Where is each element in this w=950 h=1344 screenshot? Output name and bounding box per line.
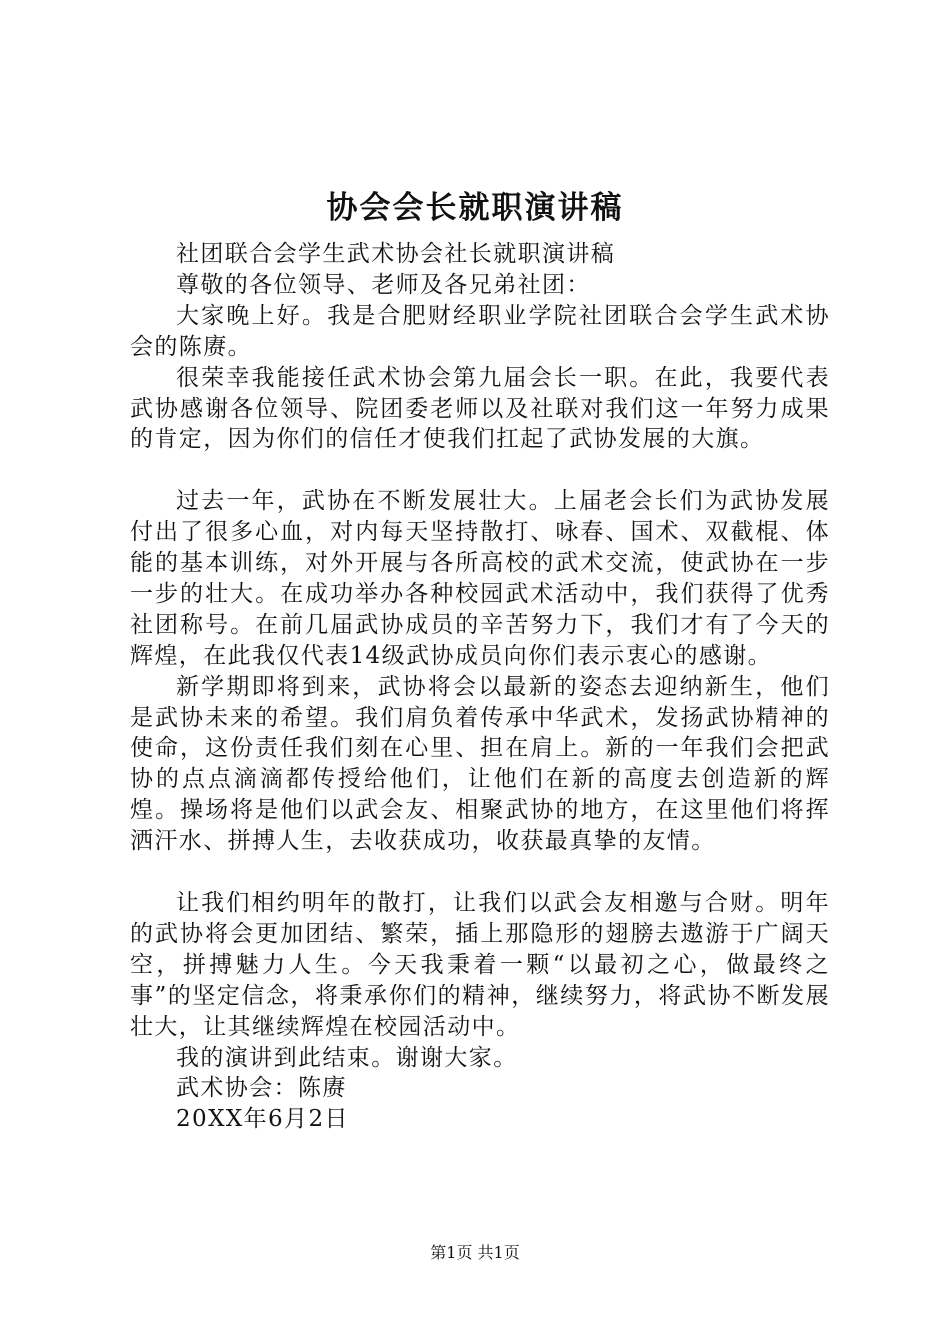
- document-title: 协会会长就职演讲稿: [326, 190, 624, 226]
- past-year-paragraph: 过去一年，武协在不断发展壮大。上届老会长们为武协发展付出了很多心血，对内每天坚持散打、咏春、国术、双截棍、体能的基本训练，对外开展与各所高校的武术交流，使武协在一步一步的壮大。在成功举办各种校园武术活动中，我们获得了优秀社团称号。在前几届武协成员的辛苦努力下，我们才有了今天的辉煌，在此我仅代表14级武协成员向你们表示衷心的感谢。: [130, 488, 830, 669]
- greeting-paragraph: 大家晚上好。我是合肥财经职业学院社团联合会学生武术协会的陈赓。: [130, 302, 830, 360]
- subtitle-paragraph: 社团联合会学生武术协会社长就职演讲稿: [176, 241, 616, 267]
- page-number-footer: 第1页 共1页: [430, 1243, 520, 1262]
- date-line: 20XX年6月2日: [176, 1106, 349, 1133]
- future-paragraph: 让我们相约明年的散打，让我们以武会友相邀与合财。明年的武协将会更加团结、繁荣，插上那隐形的翅膀去遨游于广阔天空，拼搏魅力人生。今天我秉着一颗“以最初之心，做最终之事”的坚定信念，将秉承你们的精神，继续努力，将武协不断发展壮大，让其继续辉煌在校园活动中。: [130, 890, 830, 1040]
- document-body: [130, 239, 830, 1135]
- gratitude-paragraph: 很荣幸我能接任武术协会第九届会长一职。在此，我要代表武协感谢各位领导、院团委老师以及社联对我们这一年努力成果的肯定，因为你们的信任才使我们扛起了武协发展的大旗。: [130, 364, 830, 453]
- closing-paragraph: 我的演讲到此结束。谢谢大家。: [176, 1044, 518, 1071]
- salutation-paragraph: 尊敬的各位领导、老师及各兄弟社团：: [176, 271, 591, 298]
- new-semester-paragraph: 新学期即将到来，武协将会以最新的姿态去迎纳新生，他们是武协未来的希望。我们肩负着传承中华武术，发扬武协精神的使命，这份责任我们刻在心里、担在肩上。新的一年我们会把武协的点点滴滴都传授给他们，让他们在新的高度去创造新的辉煌。操场将是他们以武会友、相聚武协的地方，在这里他们将挥洒汗水、拼搏人生，去收获成功，收获最真挚的友情。: [130, 673, 830, 855]
- signature-line: 武术协会：陈赓: [176, 1075, 347, 1102]
